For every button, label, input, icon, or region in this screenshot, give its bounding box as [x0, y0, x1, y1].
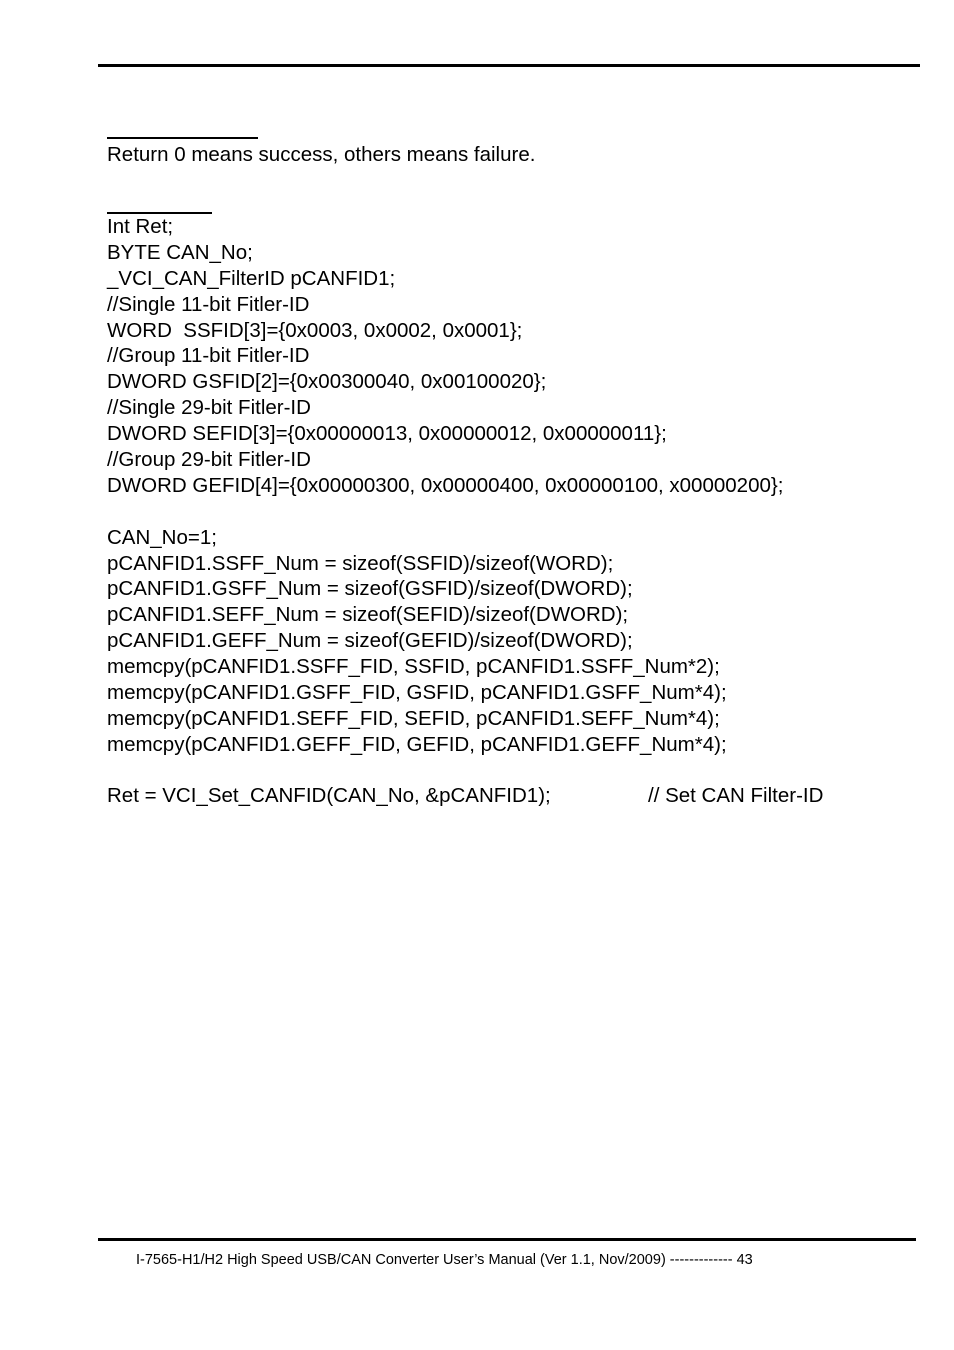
header-rule [98, 64, 920, 67]
code-line: pCANFID1.SEFF_Num = sizeof(SEFID)/sizeof(DWORD); [107, 603, 629, 627]
code-line: //Group 29-bit Fitler-ID [107, 448, 311, 472]
code-line: DWORD GSFID[2]={0x00300040, 0x00100020}; [107, 370, 547, 394]
page-footer: I-7565-H1/H2 High Speed USB/CAN Converter User’s Manual (Ver 1.1, Nov/2009) ------------- 43 [136, 1252, 753, 1268]
code-line: WORD SSFID[3]={0x0003, 0x0002, 0x0001}; [107, 318, 523, 342]
code-line: CAN_No=1; [107, 525, 217, 549]
code-line: memcpy(pCANFID1.GEFF_FID, GEFID, pCANFID1.GEFF_Num*4); [107, 732, 727, 756]
code-line: pCANFID1.GSFF_Num = sizeof(GSFID)/sizeof(DWORD); [107, 577, 633, 601]
return-value-text: Return 0 means success, others means failure. [107, 143, 536, 166]
code-line: Int Ret; [107, 215, 174, 238]
code-line [107, 758, 783, 784]
code-line: pCANFID1.SSFF_Num = sizeof(SSFID)/sizeof(WORD); [107, 551, 614, 575]
call-comment: // Set CAN Filter-ID [648, 784, 824, 807]
code-line: //Group 11-bit Fitler-ID [107, 344, 310, 368]
code-line: memcpy(pCANFID1.SEFF_FID, SEFID, pCANFID1.SEFF_Num*4); [107, 706, 720, 730]
footer-rule [98, 1238, 916, 1241]
code-line: //Single 11-bit Fitler-ID [107, 292, 310, 316]
call-statement: Ret = VCI_Set_CANFID(CAN_No, &pCANFID1); [107, 784, 551, 807]
code-line: DWORD GEFID[4]={0x00000300, 0x00000400, 0x00000100, x00000200}; [107, 473, 784, 497]
code-line: memcpy(pCANFID1.GSFF_FID, GSFID, pCANFID1.GSFF_Num*4); [107, 681, 727, 705]
code-line: //Single 29-bit Fitler-ID [107, 396, 311, 420]
code-line: memcpy(pCANFID1.SSFF_FID, SSFID, pCANFID1.SSFF_Num*2); [107, 655, 720, 679]
example-code-block [107, 214, 783, 784]
code-line: _VCI_CAN_FilterID pCANFID1; [107, 266, 396, 290]
code-line: BYTE CAN_No; [107, 240, 253, 264]
code-line: pCANFID1.GEFF_Num = sizeof(GEFID)/sizeof(DWORD); [107, 629, 633, 653]
return-value-heading-underline [107, 137, 258, 139]
code-line [107, 499, 783, 525]
code-line: DWORD SEFID[3]={0x00000013, 0x00000012, 0x00000011}; [107, 422, 667, 446]
